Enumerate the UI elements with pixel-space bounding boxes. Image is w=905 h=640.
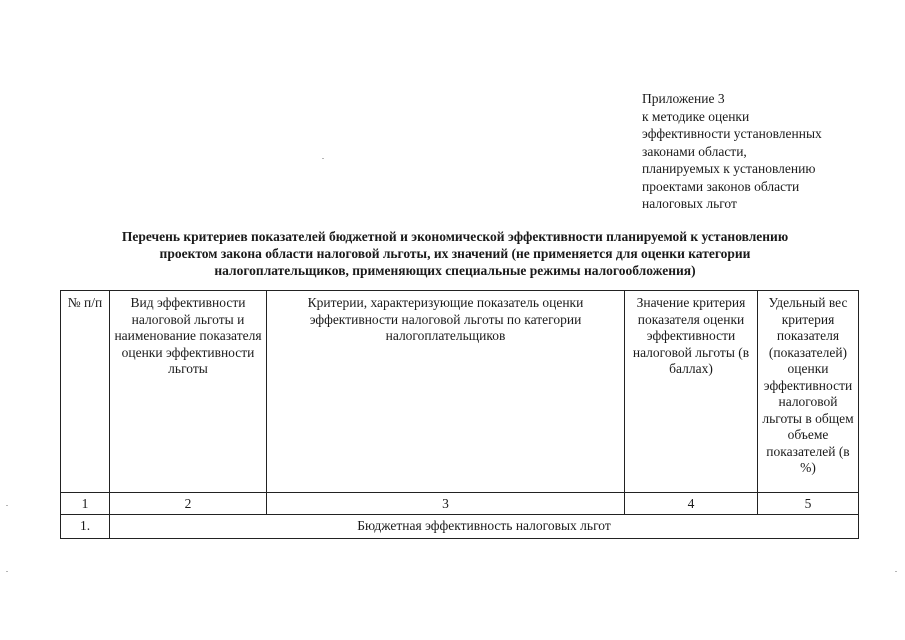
title-line: проектом закона области налоговой льготы, их значений (не применяется для оценки категории	[159, 246, 751, 261]
section-label: Бюджетная эффективность налоговых льгот	[110, 515, 859, 539]
column-number: 5	[758, 493, 859, 515]
header-number: № п/п	[61, 291, 110, 493]
document-title	[60, 228, 850, 279]
header-criterion-value: Значение критерия показателя оценки эффективности налоговой льготы (в баллах)	[625, 291, 758, 493]
appendix-line: планируемых к установлению	[642, 161, 816, 176]
column-number: 4	[625, 493, 758, 515]
table-header-row	[61, 291, 859, 493]
title-line: налогоплательщиков, применяющих специальные режимы налогообложения)	[214, 263, 696, 278]
scan-speck	[895, 571, 897, 572]
header-efficiency-type: Вид эффективности налоговой льготы и наименование показателя оценки эффективности льготы	[110, 291, 267, 493]
column-number: 2	[110, 493, 267, 515]
scan-speck	[322, 158, 324, 159]
appendix-line: проектами законов области	[642, 178, 800, 194]
header-criteria: Критерии, характеризующие показатель оценки эффективности налоговой льготы по категории налогоплательщиков	[267, 291, 625, 493]
appendix-line: к методике оценки	[642, 108, 750, 124]
appendix-line: эффективности установленных	[642, 126, 822, 141]
column-number-row	[61, 493, 859, 515]
column-number: 3	[267, 493, 625, 515]
title-line: Перечень критериев показателей бюджетной и экономической эффективности планируемой к установлению	[121, 229, 789, 244]
appendix-line: Приложение 3	[642, 91, 725, 106]
header-specific-weight: Удельный вес критерия показателя (показателей) оценки эффективности налоговой льготы в общем объеме показателей (в %)	[758, 291, 859, 493]
table-row	[61, 515, 859, 539]
appendix-line: налоговых льгот	[642, 196, 737, 211]
scan-speck	[6, 571, 8, 572]
scan-speck	[6, 505, 8, 506]
criteria-table	[60, 290, 859, 539]
appendix-line: законами области,	[642, 143, 747, 159]
appendix-block	[642, 90, 882, 213]
column-number: 1	[61, 493, 110, 515]
section-number: 1.	[61, 515, 110, 539]
